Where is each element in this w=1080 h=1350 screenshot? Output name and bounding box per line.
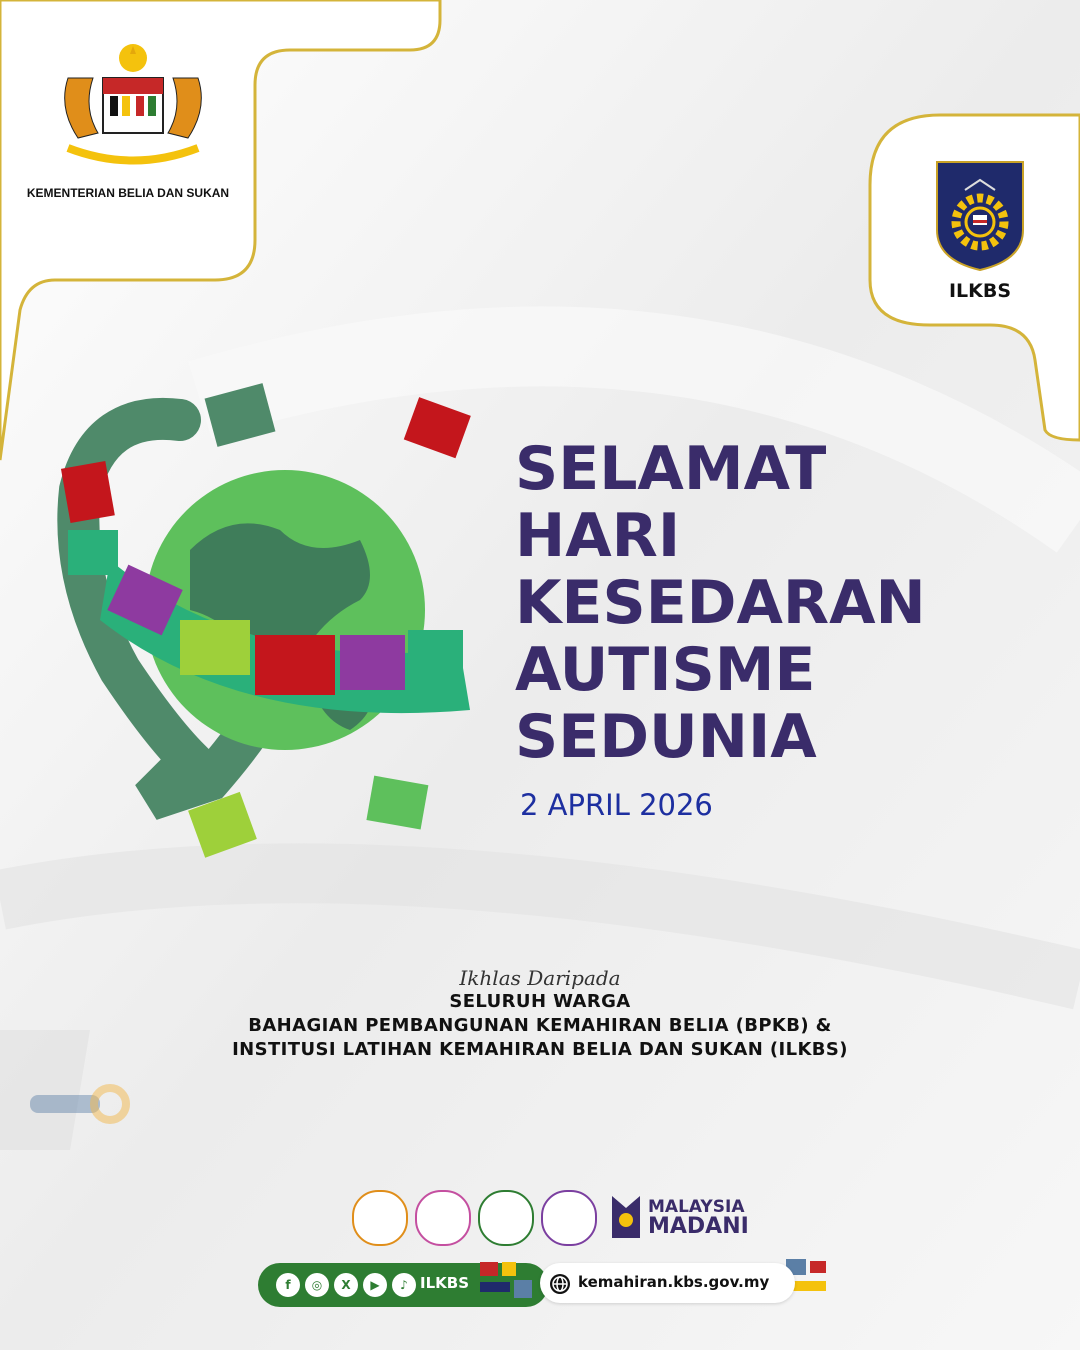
headline-line-1: SELAMAT	[515, 434, 827, 504]
ikbs-partner-logo	[352, 1190, 408, 1246]
headline	[515, 436, 926, 771]
credits-block	[0, 966, 1080, 1062]
malaysia-madani-wordmark	[648, 1197, 749, 1239]
credits-line-1: SELURUH WARGA	[449, 991, 631, 1012]
tvet-malaysia-logo	[415, 1190, 471, 1246]
ilkbs-shield-logo	[935, 160, 1025, 272]
malaysia-madani-emblem	[608, 1192, 644, 1242]
headline-line-4: AUTISME	[515, 635, 816, 705]
website-link[interactable]: kemahiran.kbs.gov.my	[578, 1273, 770, 1291]
rakan-muda-rakan-mahir-logo	[541, 1190, 597, 1246]
credits-intro: Ikhlas Daripada	[459, 966, 621, 990]
madani-line-1: MALAYSIA	[648, 1197, 745, 1217]
headline-line-5: SEDUNIA	[515, 702, 817, 772]
ilkbs-label: ILKBS	[948, 280, 1012, 302]
credits-line-3: INSTITUSI LATIHAN KEMAHIRAN BELIA DAN SUKAN (ILKBS)	[232, 1039, 848, 1060]
decorative-tools-icon	[478, 1258, 538, 1308]
rakan-muda-logo	[478, 1190, 534, 1246]
x-icon[interactable]: X	[334, 1273, 358, 1297]
event-date: 2 APRIL 2026	[520, 788, 713, 822]
autism-awareness-illustration	[40, 380, 500, 880]
globe-icon	[549, 1273, 571, 1295]
facebook-icon[interactable]: f	[276, 1273, 300, 1297]
instagram-icon[interactable]: ◎	[305, 1273, 329, 1297]
social-handle[interactable]: ILKBS	[420, 1274, 469, 1292]
headline-line-2: HARI	[515, 501, 681, 571]
credits-line-2: BAHAGIAN PEMBANGUNAN KEMAHIRAN BELIA (BPKB) &	[248, 1015, 832, 1036]
headline-line-3: KESEDARAN	[515, 568, 926, 638]
tiktok-icon[interactable]: ♪	[392, 1273, 416, 1297]
ministry-crest-logo	[48, 38, 218, 178]
youtube-icon[interactable]: ▶	[363, 1273, 387, 1297]
madani-line-2: MADANI	[648, 1214, 749, 1239]
ministry-name: KEMENTERIAN BELIA DAN SUKAN	[26, 186, 230, 200]
